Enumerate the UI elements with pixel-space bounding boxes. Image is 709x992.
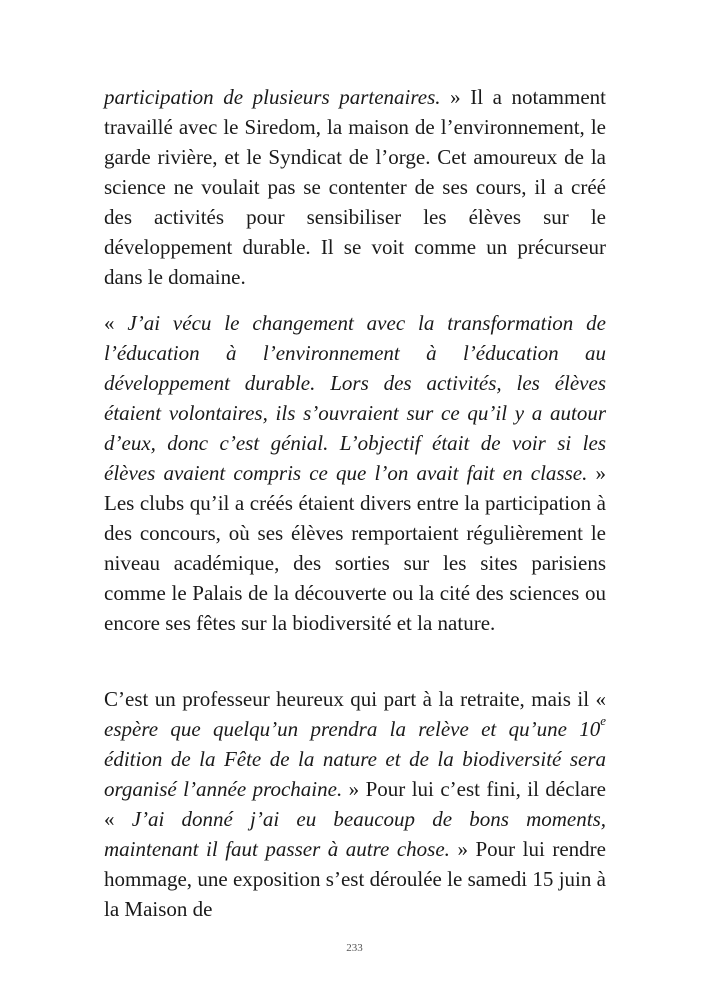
superscript-ordinal: e — [600, 713, 606, 728]
paragraph-text: C’est un professeur heureux qui part à la retraite, mais il « — [104, 687, 606, 711]
italic-quote: J’ai vécu le changement avec la transformation de l’éducation à l’environnement à l’éducation au développement durable. Lors des activités, les élèves étaient volontaires, ils s’ouvraient sur ce qu’il y a autour d’eux, donc c’est génial. L’objectif était de voir si les élèves avaient compris ce que l’on avait fait en classe. — [104, 311, 606, 485]
paragraph-2 — [104, 308, 606, 638]
paragraph-text: » Pour lui c’est fini, il déclare « — [104, 777, 606, 831]
italic-quote: participation de plusieurs partenaires. — [104, 85, 441, 109]
paragraph-text: » Les clubs qu’il a créés étaient divers entre la participation à des concours, où ses élèves remportaient régulièrement le niveau académique, des sorties sur les sites parisiens comme le Palais de la découverte ou la cité des sciences ou encore ses fêtes sur la biodiversité et la nature. — [104, 461, 606, 635]
paragraph-1 — [104, 82, 606, 292]
italic-quote: espère que quelqu’un prendra la relève et qu’une 10 — [104, 717, 601, 741]
paragraph-text: » Pour lui rendre hommage, une exposition s’est déroulée le samedi 15 juin à la Maison de — [104, 837, 606, 921]
page-number: 233 — [346, 942, 363, 954]
paragraph-text: » Il a notamment travaillé avec le Siredom, la maison de l’environnement, le garde rivière, et le Syndicat de l’orge. Cet amoureux de la science ne voulait pas se contenter de ses cours, il a créé des activités pour sensibiliser les élèves sur le développement durable. Il se voit comme un précurseur dans le domaine. — [104, 85, 606, 289]
italic-quote: édition de la Fête de la nature et de la biodiversité sera organisé l’année prochaine. — [104, 747, 606, 801]
open-quote: « — [104, 311, 128, 335]
paragraph-3 — [104, 684, 606, 924]
italic-quote: J’ai donné j’ai eu beaucoup de bons moments, maintenant il faut passer à autre chose. — [104, 807, 606, 861]
